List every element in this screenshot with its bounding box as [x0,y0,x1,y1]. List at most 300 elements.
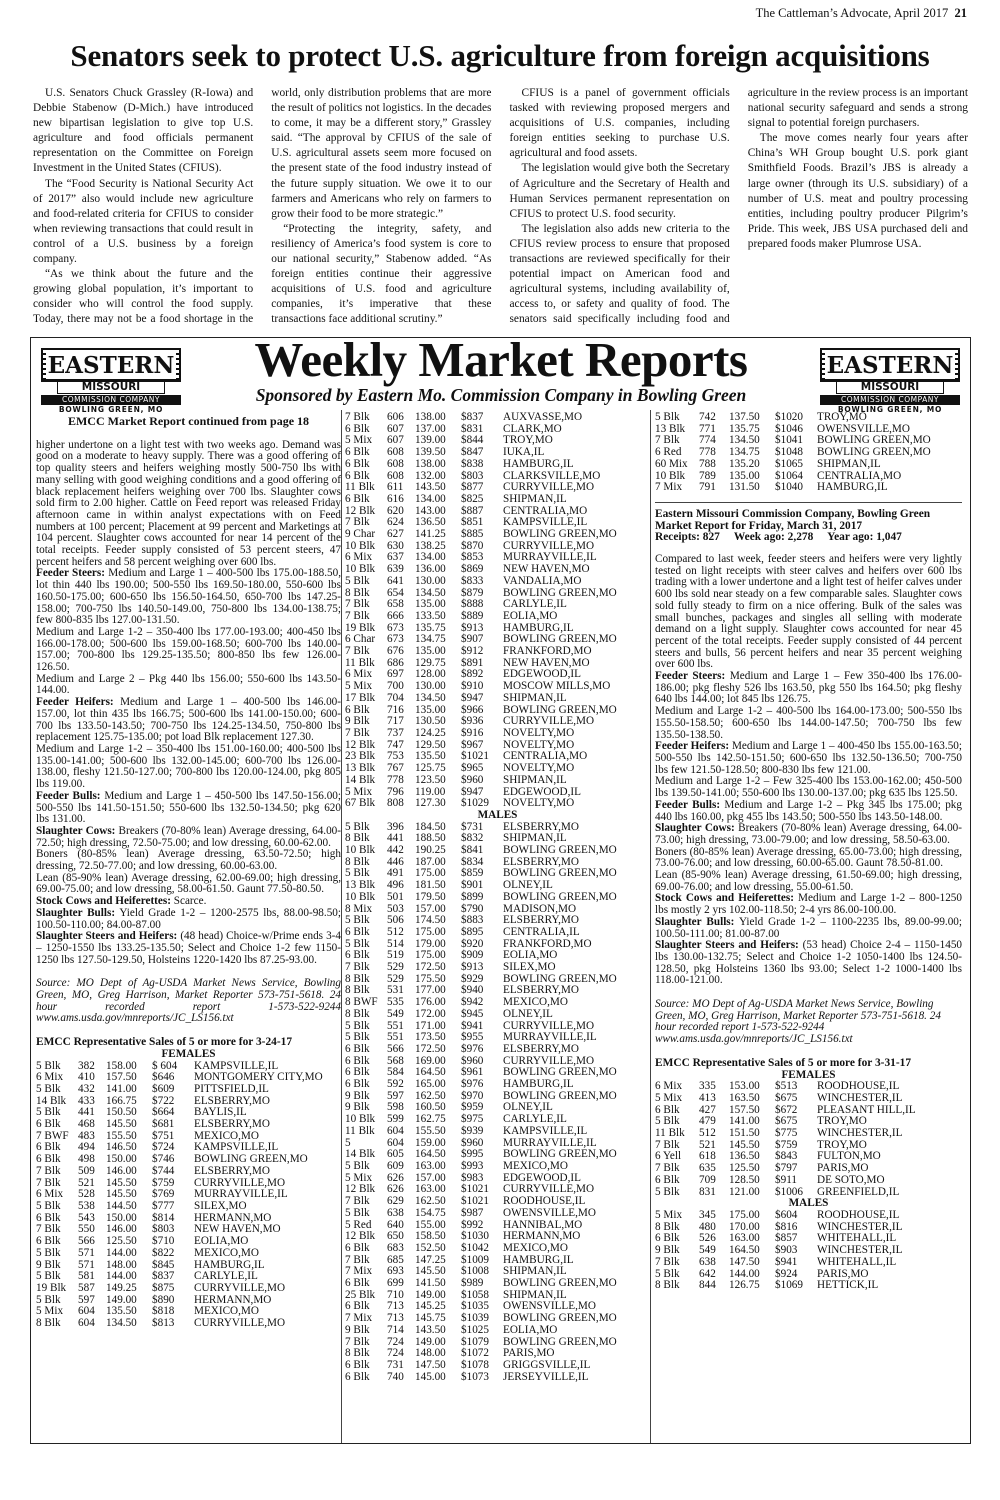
sales-table [345,822,650,1384]
sale-price: 169.00 [415,1054,446,1067]
sale-avg-weight: 608 [387,457,404,470]
paragraph-label: Slaughter Steers and Heifers: [655,939,799,952]
sale-amount: $960 [461,1136,484,1149]
sale-avg-weight: 607 [387,422,404,435]
sale-amount: $664 [152,1106,175,1119]
sale-avg-weight: 396 [387,820,404,833]
sale-avg-weight: 441 [387,832,404,845]
sale-avg-weight: 607 [387,434,404,447]
sale-price: 147.50 [729,1255,760,1268]
sale-location: NOVELTY,MO [503,762,575,775]
sale-location: FRANKFORD,MO [503,937,592,950]
sale-amount: $903 [775,1244,798,1257]
report-paragraph [655,741,962,776]
sale-amount: $891 [461,656,484,669]
sale-price: 135.50 [415,750,446,763]
article-body [33,86,968,334]
sale-avg-weight: 737 [387,726,404,739]
sale-amount: $976 [461,1042,484,1055]
sale-head-count: 6 Red [655,446,682,459]
sale-location: WINCHESTER,IL [817,1127,903,1140]
sale-avg-weight: 693 [387,1265,404,1278]
sale-location: CURRYVILLE,MO [503,715,595,728]
sale-location: BOWLING GREEN,MO [503,1089,617,1102]
sale-price: 145.00 [415,1370,446,1383]
sale-price: 157.00 [415,902,446,915]
sale-amount: $920 [461,937,484,950]
sale-head-count: 9 Blk [36,1258,61,1271]
sale-amount: $803 [461,469,484,482]
sale-head-count: 6 Blk [36,1211,61,1224]
paragraph-text: Scarce. [170,895,207,908]
sale-location: CENTRALIA,MO [503,504,588,517]
report-paragraphs [36,440,341,967]
sale-amount: $1008 [461,1265,489,1278]
sale-location: MURRAYVILLE,IL [503,1136,597,1149]
sale-amount: $1021 [461,1195,489,1208]
sale-avg-weight: 791 [699,481,716,494]
sale-location: SHIPMAN,IL [503,773,567,786]
sale-avg-weight: 716 [387,703,404,716]
males-label: MALES [477,808,518,821]
sale-head-count: 5 Blk [345,820,370,833]
sale-location: WINCHESTER,IL [817,1091,903,1104]
sale-amount: $924 [775,1267,798,1280]
sale-location: CENTRALIA,MO [503,750,588,763]
report-column-3 [655,412,962,1292]
sale-avg-weight: 549 [699,1244,716,1257]
sale-amount: $722 [152,1094,175,1107]
sale-amount: $941 [461,1019,484,1032]
sale-head-count: 8 Blk [36,1317,61,1330]
sale-price: 153.00 [729,1080,760,1093]
paragraph-text: Medium and Large 1-2 – 800-1250 lbs mostly 2 yrs 102.00-118.50; 2-4 yrs 86.00-100.00. [655,892,962,917]
sale-avg-weight: 519 [387,949,404,962]
sale-row [655,1257,962,1269]
sale-location: EOLIA,MO [503,949,558,962]
sale-location: BOWLING GREEN,MO [503,528,617,541]
sale-location: JERSEYVILLE,IL [503,1370,589,1383]
sale-head-count: 6 Blk [345,492,370,505]
sale-amount: $1020 [775,411,803,423]
sale-location: KAMPSVILLE,IL [503,1124,588,1137]
sale-price: 159.00 [415,1136,446,1149]
sale-avg-weight: 605 [387,1148,404,1161]
sale-price: 172.50 [415,1042,446,1055]
report-paragraph [36,744,341,791]
sale-amount: $929 [461,972,484,985]
sale-avg-weight: 503 [387,902,404,915]
sale-row [345,412,650,424]
sale-amount: $1072 [461,1347,489,1360]
sale-location: OLNEY,IL [503,1007,553,1020]
sale-avg-weight: 568 [387,1054,404,1067]
sale-price: 190.25 [415,844,446,857]
sale-price: 188.50 [415,832,446,845]
sale-avg-weight: 529 [387,972,404,985]
sale-avg-weight: 796 [387,785,404,798]
sale-head-count: 5 Mix [345,785,373,798]
sale-avg-weight: 608 [387,469,404,482]
sale-price: 158.50 [415,1230,446,1243]
sale-amount: $870 [461,539,484,552]
sale-head-count: 6 Blk [345,1300,370,1313]
sale-price: 154.75 [415,1206,446,1219]
paragraph-label: Feeder Bulls: [655,798,721,811]
sale-avg-weight: 526 [699,1232,716,1245]
sale-price: 139.00 [415,434,446,447]
males-label: MALES [788,1197,829,1210]
sale-amount: $744 [152,1164,175,1177]
sale-avg-weight: 549 [387,1007,404,1020]
sale-location: FULTON,MO [817,1150,881,1163]
sale-amount: $672 [775,1103,798,1116]
sale-head-count: 6 Blk [36,1153,61,1166]
sale-head-count: 8 Blk [345,832,370,845]
logo-word-eastern: EASTERN [47,351,175,379]
sale-amount: $875 [152,1281,175,1294]
logo-word-missouri: MISSOURI [57,382,165,394]
sale-avg-weight: 606 [387,411,404,423]
sale-avg-weight: 700 [387,680,404,693]
sale-head-count: 6 Mix [36,1188,64,1201]
sale-head-count: 9 Char [345,528,376,541]
sale-location: TROY,MO [817,1138,867,1151]
sale-location: MEXICO,MO [503,1241,568,1254]
sale-head-count: 6 Blk [345,1078,370,1091]
sale-location: ROODHOUSE,IL [503,1195,586,1208]
sale-location: HAMBURG,IL [503,457,574,470]
box-sponsor: Sponsored by Eastern Mo. Commission Company in Bowling Green [255,385,747,405]
sale-price: 157.50 [729,1103,760,1116]
sale-price: 155.50 [415,1124,446,1137]
sale-amount: $1006 [775,1185,803,1198]
sale-price: 166.75 [106,1094,137,1107]
sale-head-count: 6 Blk [345,1358,370,1371]
sale-head-count: 7 Blk [655,1162,680,1175]
sale-row [655,1280,962,1292]
sale-price: 135.00 [415,645,446,658]
sale-price: 125.50 [106,1235,137,1248]
report-date: Market Report for Friday, March 31, 2017 [655,519,863,532]
sale-location: CURRYVILLE,MO [503,481,595,494]
eastern-missouri-logo-left [41,348,181,414]
sale-price: 150.00 [106,1211,137,1224]
sale-amount: $844 [461,434,484,447]
sale-location: BOWLING GREEN,MO [503,844,617,857]
sale-avg-weight: 641 [387,574,404,587]
sale-location: HAMBURG,IL [503,1078,574,1091]
sale-head-count: 12 Blk [345,1230,376,1243]
sale-head-count: 5 Blk [345,937,370,950]
paragraph-text: Medium and Large 1-2 – 400-500 lbs 164.00-173.00; 500-550 lbs 155.50-158.50; 600-650 lbs 144.00-147.50; 700-750 lbs few 135.50-138.50. [655,705,962,741]
sale-head-count: 5 Blk [345,1206,370,1219]
sale-avg-weight: 531 [387,984,404,997]
sale-location: TROY,MO [503,434,553,447]
market-report-box [30,332,971,1444]
sale-amount: $775 [775,1127,798,1140]
sale-avg-weight: 551 [387,1031,404,1044]
sale-location: ELSBERRY,MO [503,914,579,927]
sale-price: 134.50 [415,691,446,704]
sale-location: CURRYVILLE,MO [503,1183,595,1196]
sale-head-count: 8 Mix [345,902,373,915]
sale-price: 172.00 [415,1007,446,1020]
sale-price: 127.30 [415,797,446,810]
sale-avg-weight: 543 [78,1211,95,1224]
sale-avg-weight: 697 [387,668,404,681]
sale-row [36,1283,341,1295]
sale-row [345,1126,650,1138]
sale-head-count: 6 Mix [36,1071,64,1084]
sale-location: CURRYVILLE,MO [503,1054,595,1067]
sale-price: 128.00 [415,668,446,681]
sale-head-count: 7 Blk [345,1335,370,1348]
sale-amount: $1021 [461,1183,489,1196]
sale-amount: $857 [775,1232,798,1245]
sale-head-count: 5 Mix [36,1305,64,1318]
sale-location: HAMBURG,IL [194,1258,265,1271]
sale-price: 145.75 [415,1312,446,1325]
sale-price: 123.50 [415,773,446,786]
sale-location: BOWLING GREEN,MO [503,1066,617,1079]
sale-location: MEXICO,MO [503,1160,568,1172]
article-paragraph: CFIUS is a panel of government officials tasked with reviewing proposed mergers and acquisitions of U.S. companies, including foreign entities seeking to purchase U.S. agricultural and food assets. [509,87,730,160]
sale-amount: $675 [775,1115,798,1128]
sale-amount: $1030 [461,1230,489,1243]
sale-price: 146.00 [106,1164,137,1177]
sale-amount: $976 [461,1078,484,1091]
sale-head-count: 67 Blk [345,797,376,810]
sale-avg-weight: 571 [78,1246,95,1259]
sale-price: 138.00 [415,411,446,423]
sale-price: 126.75 [729,1279,760,1292]
market-report-heading [655,509,962,544]
article-paragraph: The move comes nearly four years after China’s WH Group bought U.S. pork giant Smithfield Foods. Brazil’s JBS is already a large owner (through its U.S. subsidiary) of a number of U.S. meat and poultry processing entities, including poultry producer Pilgrim’s Pride. This week, JBS USA purchased deli and prepared foods maker Plumrose USA. [747,132,968,250]
sale-location: HANNIBAL,MO [503,1218,583,1231]
sale-avg-weight: 604 [387,1124,404,1137]
sale-amount: $940 [461,984,484,997]
paragraph-label: Stock Cows and Heiferettes: [655,892,794,905]
sale-location: CARLYLE,IL [503,598,567,611]
sale-location: PARIS,MO [503,1347,555,1360]
sale-price: 125.50 [729,1162,760,1175]
sale-head-count: 7 Blk [345,961,370,974]
sale-price: 146.00 [106,1223,137,1236]
sale-head-count: 5 Blk [36,1082,61,1095]
sale-avg-weight: 699 [387,1277,404,1290]
paragraph-label: Slaughter Bulls: [655,915,735,928]
sale-price: 175.50 [415,972,446,985]
sale-amount: $1041 [775,434,803,447]
sale-head-count: 8 Blk [345,1347,370,1360]
sale-head-count: 6 Yell [655,1150,682,1163]
sale-price: 149.00 [106,1293,137,1306]
sale-amount: $837 [152,1270,175,1283]
sale-avg-weight: 584 [387,1066,404,1079]
sale-location: PARIS,MO [817,1162,869,1175]
paragraph-label: Slaughter Steers and Heifers: [36,930,178,943]
sale-avg-weight: 592 [387,1078,404,1091]
sale-avg-weight: 789 [699,469,716,482]
sale-avg-weight: 413 [699,1091,716,1104]
sale-head-count: 5 Blk [345,867,370,880]
sale-head-count: 6 Blk [345,422,370,435]
sale-location: KAMPSVILLE,IL [194,1141,279,1154]
sale-price: 135.75 [415,621,446,634]
sale-row [345,576,650,588]
sale-head-count: 8 Blk [345,855,370,868]
paragraph-text: Medium and Large 1-2 – Few 325-400 lbs 153.00-162.00; 450-500 lbs 139.50-141.00; 550-600 lbs 130.00-137.00; pkg 635 lbs 125.50. [655,775,962,800]
sale-amount: $609 [152,1082,175,1095]
sale-price: 170.00 [729,1220,760,1233]
sale-amount: $941 [775,1255,798,1268]
sale-amount: $838 [461,457,484,470]
sale-price: 135.00 [415,703,446,716]
report-paragraph [655,917,962,940]
sale-avg-weight: 382 [78,1059,95,1072]
sale-head-count: 5 Mix [655,1209,683,1221]
sale-price: 119.00 [415,785,446,798]
sale-avg-weight: 494 [78,1141,95,1154]
sale-row [36,1201,341,1213]
sale-head-count: 7 Mix [345,1265,373,1278]
sale-head-count: 6 Blk [345,1066,370,1079]
sale-head-count: 25 Blk [345,1288,376,1301]
sale-location: MEXICO,MO [194,1246,259,1259]
sale-price: 151.50 [729,1127,760,1140]
sale-avg-weight: 740 [387,1370,404,1383]
sale-location: ELSBERRY,MO [194,1118,270,1131]
sale-location: FRANKFORD,MO [503,645,592,658]
sale-avg-weight: 446 [387,855,404,868]
sale-location: GREENFIELD,IL [817,1185,900,1198]
sale-row [345,1044,650,1056]
sale-head-count: 5 Mix [655,1091,683,1104]
sale-price: 136.50 [415,516,446,529]
sale-head-count: 6 Blk [345,703,370,716]
sale-amount: $841 [461,844,484,857]
sale-amount: $975 [461,1113,484,1126]
sale-amount: $947 [461,785,484,798]
sale-price: 133.50 [415,609,446,622]
report-paragraph [655,800,962,823]
article-paragraph: The legislation would give both the Secretary of Agriculture and the Secretary of Health and Human Services permanent representation on CFIUS to protect U.S. food security. [509,162,730,220]
sale-amount: $834 [461,855,484,868]
paragraph-text: higher undertone on a light test with two weeks ago. Demand was good on a moderate to heavy supply. There was a good offering of top quality steers and heifers weighing mostly 500-750 lbs with many selling with good weighing conditions and a good offering of black replacement heifers weighing over 700 lbs. Slaughter cows sold firm to 2.00 higher. Cattle on Feed report was released Friday afternoon came in within analyst expectations with on Feed numbers at 100 percent; Placement at 99 percent and Marketings at 104 percent. Slaughter cows accounted for near 14 percent of the total receipts. Feeder supply consisted of 53 percent steers, 47 percent heifers and 58 percent weighing over 600 lbs. [36,438,341,568]
sale-row [345,494,650,506]
sale-price: 181.50 [415,879,446,892]
article-paragraph: U.S. Senators Chuck Grassley (R-Iowa) and Debbie Stabenow (D-Mich.) have introduced new bipartisan legislation to give top U.S. agriculture and food officials permanent representation on the Committee on Foreign Investment in the United States (CFIUS). [33,87,254,175]
sale-head-count: 10 Blk [345,844,376,857]
sale-row [345,529,650,541]
sale-head-count: 7 Blk [345,598,370,611]
sale-row [345,927,650,939]
logo-city: BOWLING GREEN, MO [58,405,164,414]
sale-price: 163.00 [415,1183,446,1196]
sale-location: EDGEWOOD,IL [503,668,581,681]
sale-amount: $1069 [775,1279,803,1292]
sale-head-count: 19 Blk [345,621,376,634]
sale-price: 131.50 [729,481,760,494]
sale-price: 134.00 [415,492,446,505]
sale-avg-weight: 604 [78,1305,95,1318]
sale-avg-weight: 506 [387,914,404,927]
sale-avg-weight: 747 [387,738,404,751]
sale-head-count: 5 Blk [36,1200,61,1212]
sale-amount: $892 [461,668,484,681]
sale-amount: $1079 [461,1335,489,1348]
sale-head-count: 10 Blk [345,1113,376,1126]
sale-price: 141.00 [729,1115,760,1128]
report-paragraph [655,776,962,799]
sale-head-count: 5 Red [345,1218,372,1231]
sale-head-count: 5 Blk [655,1115,680,1128]
article-paragraph: “Protecting the integrity, safety, and resiliency of America’s food system is core to our national security,” Stabenow added. “As foreign entities continue their aggressive acquisitions of U.S. food and agriculture companies, it’s imperative that these transactions face additional scrutiny.” [271,222,492,326]
sale-price: 134.50 [415,586,446,599]
sale-head-count: 11 Blk [655,1127,685,1140]
sale-avg-weight: 640 [387,1218,404,1231]
sale-row [36,1166,341,1178]
sale-head-count: 7 Blk [655,1138,680,1151]
sale-row [655,1093,962,1105]
paragraph-label: Feeder Bulls: [36,789,101,802]
sale-price: 176.00 [415,996,446,1009]
logo-city: BOWLING GREEN, MO [837,405,943,414]
sale-amount: $960 [461,1054,484,1067]
sale-location: NOVELTY,MO [503,726,575,739]
paragraph-text: Yield Grade 1-2 – 1100-2235 lbs, 89.00-99.00; 100.50-111.00; 81.00-87.00 [655,915,963,940]
sale-amount: $710 [152,1235,175,1248]
sale-amount: $1065 [775,457,803,470]
sale-price: 174.50 [415,914,446,927]
article-paragraph: The “Food Security is National Security Act of 2017” also would include new agriculture and food-related criteria for CFIUS to consider when reviewing transactions that could result in control of a U.S. business by a foreign company. [33,177,254,266]
sale-head-count: 7 Mix [345,1312,373,1325]
sale-amount: $675 [775,1091,798,1104]
sale-location: SHIPMAN,IL [503,832,567,845]
paragraph-text: Medium and Large 2 – Pkg 440 lbs 156.00; 550-600 lbs 143.50-144.00. [36,672,341,697]
sale-location: HAMBURG,IL [503,621,574,634]
sale-price: 145.50 [106,1188,137,1201]
sale-avg-weight: 514 [387,937,404,950]
sale-head-count: 9 Blk [345,715,370,728]
sale-head-count: 5 Blk [655,1185,680,1198]
sale-avg-weight: 676 [387,645,404,658]
article-paragraph: “As we think about the future and the growing global population, it’s important to consider who will control the food supply. Today, there may not be a food shortage in the world, only distribution problems that are more the result of politics not logistics. In the decades to come, it may be a different story,” Grassley said. “The approval by CFIUS of the sale of U.S. agricultural assets seem more focused on the present state of the food industry instead of the future supply situation. We owe it to our farmers and Americans who rely on farmers to grow their food to be more strategic.” [33,87,492,326]
sale-location: EDGEWOOD,IL [503,785,581,798]
sale-amount: $939 [461,1124,484,1137]
paragraph-text: Medium and Large 1 – 450-500 lbs 147.50-156.00; 500-550 lbs 141.50-151.50; 550-600 lbs 132.50-134.50; pkg 620 lbs 131.00. [36,789,341,826]
sale-price: 184.50 [415,820,446,833]
sale-location: VANDALIA,MO [503,574,582,587]
sale-head-count: 12 Blk [345,738,376,751]
sale-head-count: 10 Blk [655,469,686,482]
sale-price: 132.00 [415,469,446,482]
sale-amount: $822 [152,1246,175,1259]
sale-amount: $853 [461,551,484,564]
sale-avg-weight: 598 [387,1101,404,1114]
sale-location: MEXICO,MO [503,996,568,1009]
sale-head-count: 13 Blk [345,762,376,775]
sale-amount: $869 [461,563,484,576]
sale-amount: $967 [461,738,484,751]
sale-location: SHIPMAN,IL [503,492,567,505]
sale-avg-weight: 637 [387,551,404,564]
paragraph-text: Lean (85-90% lean) Average dressing, 61.50-69.00; high dressing, 69.00-76.00; and low dressing, 55.00-61.50. [655,869,962,893]
sale-price: 136.00 [415,563,446,576]
sale-location: HAMBURG,IL [817,481,888,494]
sale-price: 179.50 [415,890,446,903]
